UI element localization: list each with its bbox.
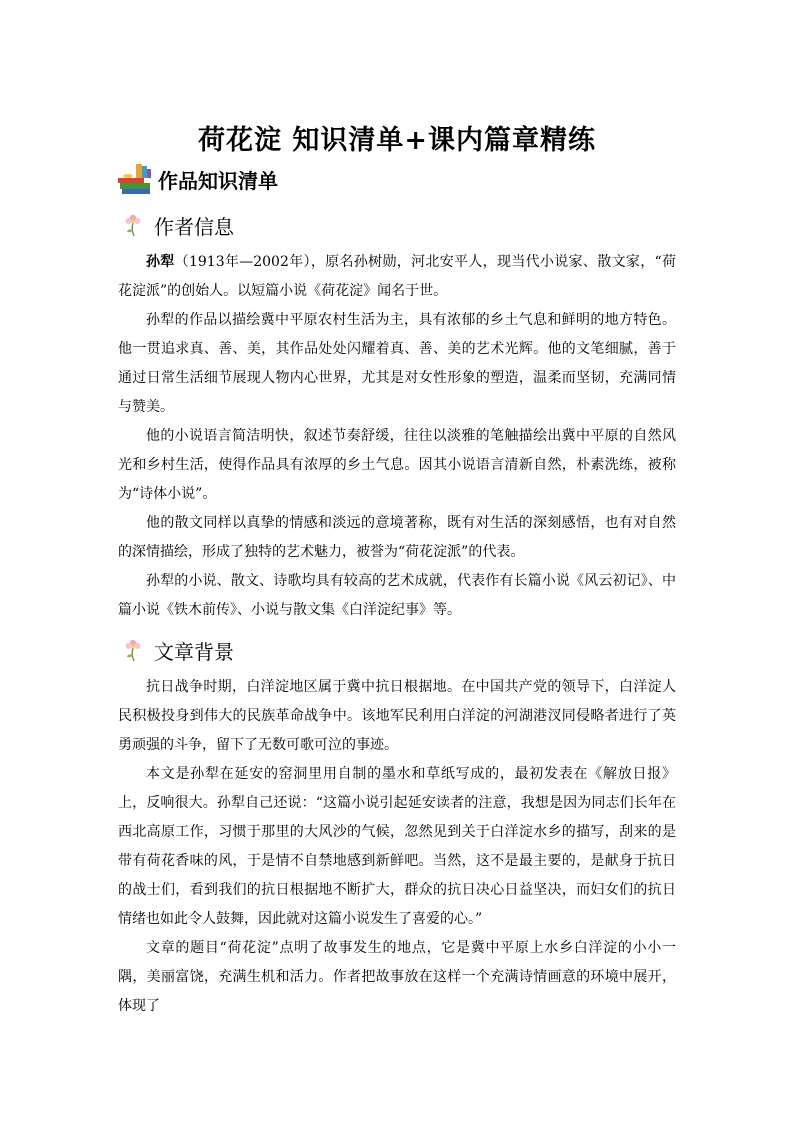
author-heading-label: 作者信息: [154, 214, 234, 239]
background-paragraph-1: 抗日战争时期，白洋淀地区属于冀中抗日根据地。在中国共产党的领导下，白洋淀人民积极投身到伟大的民族革命战争中。该地军民利用白洋淀的河湖港汊同侵略者进行了英勇顽强的斗争，留下了无数可歌可泣的事迹。: [118, 679, 676, 753]
section-heading: [118, 158, 676, 200]
document-title: 荷花淀 知识清单+课内篇章精练: [197, 125, 597, 156]
author-name: 孙犁: [146, 254, 175, 270]
books-icon: [116, 161, 156, 197]
background-paragraph-3: 文章的题目“荷花淀”点明了故事发生的地点，它是冀中平原上水乡白洋淀的小小一隅，美丽富饶，充满生机和活力。作者把故事放在这样一个充满诗情画意的环境中展开，体现了: [118, 940, 676, 1014]
author-heading: [118, 206, 676, 244]
author-paragraph-4: 他的散文同样以真挚的情感和淡远的意境著称，既有对生活的深刻感悟，也有对自然的深情描绘，形成了独特的艺术魅力，被誉为“荷花淀派”的代表。: [118, 515, 676, 560]
background-heading: [118, 631, 676, 669]
section-heading-label: 作品知识清单: [158, 168, 278, 193]
background-paragraph-2: 本文是孙犁在延安的窑洞里用自制的墨水和草纸写成的，最初发表在《解放日报》上，反响很大。孙犁自己还说：“这篇小说引起延安读者的注意，我想是因为同志们长年在西北高原工作，习惯于那里的大风沙的气候，忽然见到关于白洋淀水乡的描写，刮来的是带有荷花香味的风，于是情不自禁地感到新鲜吧。当然，这不是最主要的，是献身于抗日的战士们，看到我们的抗日根据地不断扩大，群众的抗日决心日益坚决，而妇女们的抗日情绪也如此令人鼓舞，因此就对这篇小说发生了喜爱的心。”: [118, 766, 676, 927]
author-paragraph-3: 他的小说语言简洁明快，叙述节奏舒缓，往往以淡雅的笔触描绘出冀中平原的自然风光和乡村生活，使得作品具有浓厚的乡土气息。因其小说语言清新自然，朴素洗练，被称为“诗体小说”。: [118, 428, 676, 502]
flower-icon: [122, 638, 144, 662]
author-paragraph-2: 孙犁的作品以描绘冀中平原农村生活为主，具有浓郁的乡土气息和鲜明的地方特色。他一贯追求真、善、美，其作品处处闪耀着真、善、美的艺术光辉。他的文笔细腻，善于通过日常生活细节展现人物内心世界，尤其是对女性形象的塑造，温柔而坚韧，充满同情与赞美。: [118, 312, 676, 415]
author-paragraph-1: 孙犁（1913年—2002年），原名孙树勋，河北安平人，现当代小说家、散文家，“荷花淀派”的创始人。以短篇小说《荷花淀》闻名于世。: [118, 254, 677, 299]
flower-icon: [122, 213, 144, 237]
author-paragraph-5: 孙犁的小说、散文、诗歌均具有较高的艺术成就，代表作有长篇小说《风云初记》、中篇小说《铁木前传》、小说与散文集《白洋淀纪事》等。: [118, 573, 676, 618]
background-heading-label: 文章背景: [154, 639, 234, 664]
